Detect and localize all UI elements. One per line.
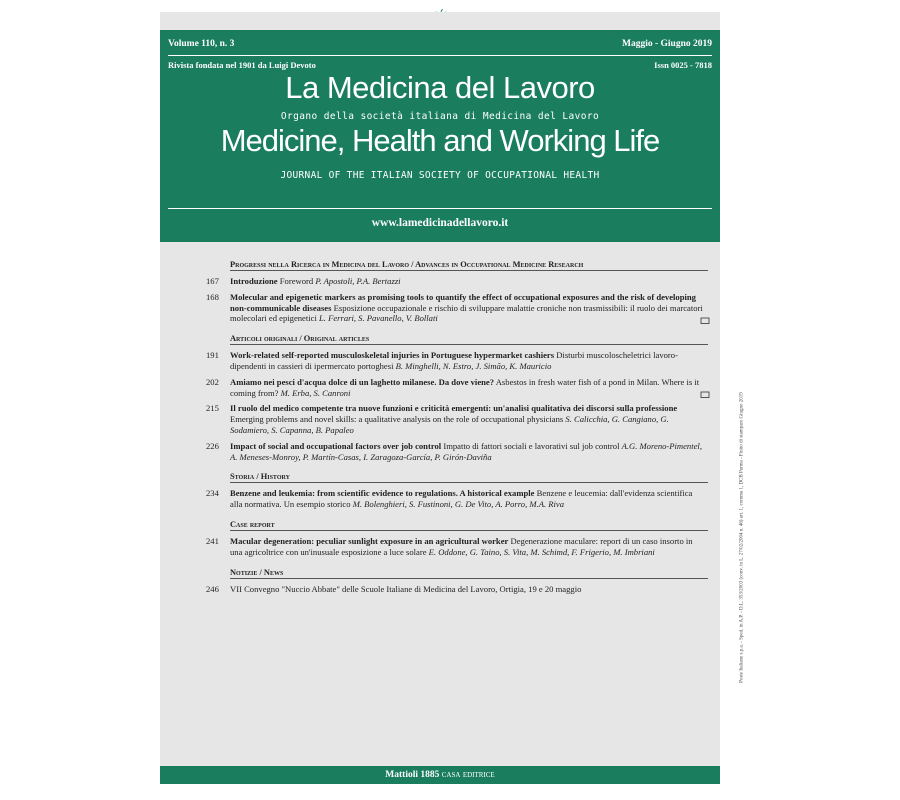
- cover-header: [160, 30, 720, 242]
- toc-entry[interactable]: [206, 488, 708, 510]
- header-divider-top: [168, 55, 712, 56]
- publisher-suffix: casa editrice: [441, 770, 495, 780]
- toc-article-title: Impact of social and occupational factors over job control: [230, 440, 442, 451]
- founded-note: Rivista fondata nel 1901 da Luigi Devoto: [168, 60, 316, 70]
- toc-article-subtitle: VII Convegno "Nuccio Abbate" delle Scuole Italiane di Medicina del Lavoro, Ortigia, 19 e 20 maggio: [230, 583, 582, 594]
- issn: Issn 0025 - 7818: [654, 60, 712, 70]
- toc-entry[interactable]: [206, 440, 708, 463]
- toc-entry[interactable]: [206, 276, 708, 287]
- toc-article-authors: B. Minghelli, N. Estro, J. Simão, K. Mauricio: [395, 360, 552, 371]
- toc-page-number: 168: [206, 291, 219, 302]
- journal-subtitle-italian: Organo della società italiana di Medicina del Lavoro: [280, 111, 600, 122]
- journal-subtitle-english: JOURNAL OF THE ITALIAN SOCIETY OF OCCUPATIONAL HEALTH: [280, 170, 600, 181]
- toc-section-heading: Storia / History: [230, 472, 708, 483]
- toc-entry[interactable]: [206, 350, 708, 372]
- toc-article-title: Benzene and leukemia: from scientific evidence to regulations. A historical example: [230, 488, 535, 499]
- postal-note-text: Poste Italiane s.p.a. - Sped. in A.P. - D.L. 353/2003 (conv. in L. 27/02/2004 n. 46) art. 1, comma 1, DCB Parma - Finito di stampare Giugno 2019: [739, 392, 745, 683]
- toc-article-subtitle: Emerging problems and novel skills: a qualitative analysis on the role of occupational physicians: [230, 414, 564, 425]
- toc-article-subtitle: Degenerazione maculare: report di un caso insorto in una agricoltrice con un'inusuale esposizione a luce solare: [230, 535, 693, 557]
- open-access-lock-icon: [700, 316, 710, 324]
- toc-article-subtitle: Foreword: [279, 276, 314, 286]
- toc-page-number: 167: [206, 276, 219, 286]
- toc-article-title: Macular degeneration: peculiar sunlight exposure in an agricultural worker: [230, 535, 509, 546]
- header-divider-bottom: [168, 208, 712, 209]
- toc-entry[interactable]: [206, 403, 708, 435]
- book-icon: [700, 390, 710, 398]
- toc-section-heading: Notizie / News: [230, 568, 708, 579]
- toc-article-title: Amiamo nei pesci d'acqua dolce di un laghetto milanese. Da dove viene?: [230, 376, 495, 387]
- toc-article-authors: M. Bolenghieri, S. Fustinoni, G. De Vito, A. Porro, M.A. Riva: [352, 499, 565, 510]
- toc-article-title: Il ruolo del medico competente tra nuove funzioni e criticità emergenti: un'analisi qualitativa dei discorsi sulla professione: [230, 403, 678, 414]
- toc-page-number: 246: [206, 583, 219, 594]
- toc-article-subtitle: Disturbi muscoloscheletrici lavoro-dipendenti in cassieri di ipermercato portoghesi: [230, 350, 678, 371]
- spine-postal-note: [732, 310, 745, 770]
- toc-entry[interactable]: [206, 583, 708, 595]
- journal-url[interactable]: www.lamedicinadellavoro.it: [371, 217, 509, 229]
- volume-number: Volume 110, n. 3: [168, 39, 235, 49]
- toc-article-authors: M. Erba, S. Canroni: [280, 387, 351, 398]
- table-of-contents: [206, 260, 708, 594]
- toc-entry[interactable]: [206, 291, 708, 324]
- toc-page-number: 241: [206, 535, 219, 546]
- toc-article-authors: L. Ferrari, S. Pavanello, V. Bollati: [319, 313, 438, 324]
- issue-date: Maggio - Giugno 2019: [622, 39, 712, 49]
- toc-article-subtitle: Esposizione occupazionale e rischio di sviluppare malattie croniche non trasmissibili: il ruolo dei marcatori molecolari ed epigenetici: [230, 302, 703, 324]
- toc-article-title: Molecular and epigenetic markers as promising tools to quantify the effect of occupational exposures and the risk of developing non-communicable diseases: [230, 291, 696, 313]
- toc-page-number: 226: [206, 440, 219, 451]
- journal-title-italian: La Medicina del Lavoro: [285, 70, 595, 105]
- toc-section-heading: Progressi nella Ricerca in Medicina del Lavoro / Advances in Occupational Medicine Research: [230, 260, 708, 271]
- toc-article-authors: A.G. Moreno-Pimentel, A. Meneses-Monroy, P. Martín-Casas, I. Zaragoza-García, P. Girón-Daviña: [230, 440, 702, 462]
- publisher-name: Mattioli 1885: [385, 770, 440, 780]
- journal-title-english: Medicine, Health and Working Life: [220, 123, 660, 158]
- toc-page-number: 202: [206, 376, 219, 387]
- toc-article-subtitle: Benzene e leucemia: dall'evidenza scientifica alla normativa. Un esempio storico: [230, 488, 693, 510]
- toc-page-number: 234: [206, 488, 219, 499]
- toc-section-heading: Articoli originali / Original articles: [230, 334, 708, 345]
- journal-cover: [160, 12, 720, 784]
- toc-article-title: Work-related self-reported musculoskeletal injuries in Portuguese hypermarket cashiers: [230, 350, 555, 361]
- toc-article-subtitle: Asbestos in fresh water fish of a pond in Milan. Where is it coming from?: [230, 376, 700, 398]
- toc-article-authors: P. Apostoli, P.A. Bertazzi: [315, 276, 401, 286]
- toc-article-authors: S. Calicchia, G. Cangiano, G. Sodamiero, S. Capanna, B. Papaleo: [230, 414, 669, 435]
- toc-page-number: 215: [206, 403, 219, 414]
- toc-page-number: 191: [206, 350, 219, 361]
- toc-entry[interactable]: [206, 376, 708, 399]
- toc-article-authors: E. Oddone, G. Taino, S. Vita, M. Schimd, F. Frigerio, M. Imbriani: [428, 546, 655, 557]
- toc-section-heading: Case report: [230, 520, 708, 531]
- toc-article-title: Introduzione: [230, 276, 278, 286]
- toc-article-subtitle: Impatto di fattori sociali e lavorativi sul job control: [443, 440, 620, 451]
- toc-entry[interactable]: [206, 535, 708, 558]
- publisher-footer: [160, 766, 720, 784]
